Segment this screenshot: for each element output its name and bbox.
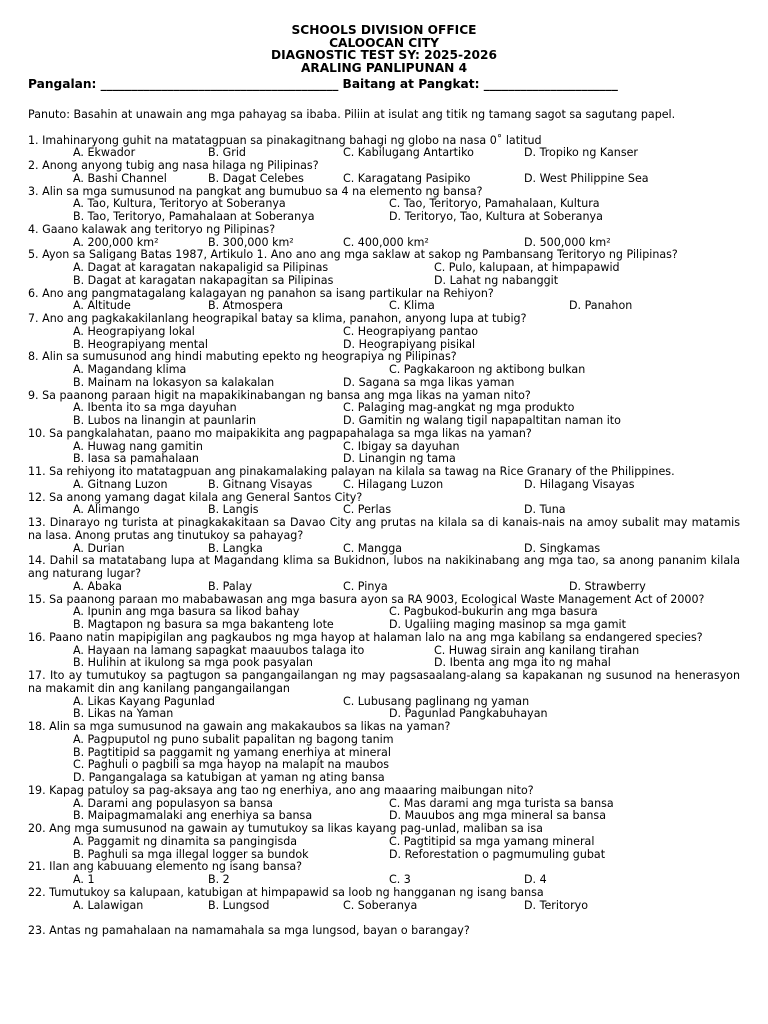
header-line-1: SCHOOLS DIVISION OFFICE xyxy=(291,23,477,37)
answer-option: A. Bashi Channel xyxy=(73,171,167,185)
answer-option: B. Langis xyxy=(208,503,259,517)
answer-option: C. Pinya xyxy=(343,579,388,593)
answer-option: B. 300,000 km² xyxy=(208,235,294,249)
answer-option: B. Atmospera xyxy=(208,299,284,313)
question-item xyxy=(28,249,740,287)
answer-option: D. Lahat ng nabanggit xyxy=(434,273,559,287)
answer-options-row xyxy=(28,147,740,160)
answer-options-row xyxy=(28,708,740,721)
answer-option: A. Altitude xyxy=(73,299,131,313)
question-text: 15. Sa paanong paraan mo mababawasan ang mga basura ayon sa RA 9003, Ecological Waste Management Act of 2000? xyxy=(28,592,705,606)
answer-option: B. Pagtitipid sa paggamit ng yamang enerhiya at mineral xyxy=(73,745,391,759)
answer-options-row xyxy=(28,173,740,186)
question-text: 19. Kapag patuloy sa pag-aksaya ang tao ng enerhiya, ano ang maaaring maibungan nito? xyxy=(28,783,534,797)
question-text: 20. Ang mga sumusunod na gawain ay tumutukoy sa likas kayang pag-unlad, maliban sa isa xyxy=(28,822,543,835)
question-text: 18. Alin sa mga sumusunod na gawain ang makakaubos sa likas na yaman? xyxy=(28,720,451,733)
answer-option: D. Tropiko ng Kanser xyxy=(524,146,638,160)
answer-options-row xyxy=(28,810,740,823)
answer-option: A. Ekwador xyxy=(73,146,136,160)
answer-option: A. Dagat at karagatan nakapaligid sa Pilipinas xyxy=(73,261,329,274)
answer-options-row xyxy=(28,415,740,428)
answer-option: D. Sagana sa mga likas yaman xyxy=(343,375,515,389)
answer-option: D. Teritoryo xyxy=(524,898,589,912)
question-item xyxy=(28,186,740,224)
answer-option: B. Lungsod xyxy=(208,898,270,912)
answer-option: C. Palaging mag-angkat ng mga produkto xyxy=(343,401,575,415)
question-list xyxy=(28,135,740,938)
answer-option: D. Pagunlad Pangkabuhayan xyxy=(389,707,548,721)
question-item xyxy=(28,823,740,861)
answer-option: D. Hilagang Visayas xyxy=(524,477,635,491)
question-item xyxy=(28,632,740,670)
answer-option: B. Gitnang Visayas xyxy=(208,477,313,491)
answer-option: D. 500,000 km² xyxy=(524,235,611,249)
answer-option: B. Dagat at karagatan nakapagitan sa Pilipinas xyxy=(73,273,334,287)
question-text: 10. Sa pangkalahatan, paano mo maipakikita ang pagpapahalaga sa mga likas na yaman? xyxy=(28,426,532,440)
question-text: 8. Alin sa sumusunod ang hindi mabuting epekto ng heograpiya ng Pilipinas? xyxy=(28,350,457,364)
answer-option: D. 4 xyxy=(524,873,547,886)
answer-option: A. Hayaan na lamang sapagkat maauubos talaga ito xyxy=(73,643,365,657)
answer-option: A. Ipunin ang mga basura sa likod bahay xyxy=(73,605,300,619)
answer-option: D. Gamitin ng walang tigil napapaltitan naman ito xyxy=(343,414,621,427)
answer-option: A. Durian xyxy=(73,541,125,555)
answer-option: D. Panahon xyxy=(569,299,633,313)
answer-option: D. Singkamas xyxy=(524,541,601,555)
answer-option: D. Teritoryo, Tao, Kultura at Soberanya xyxy=(389,210,603,223)
question-item xyxy=(28,313,740,351)
answer-options-row xyxy=(28,262,740,275)
answer-option: B. Grid xyxy=(208,146,246,160)
question-item xyxy=(28,670,740,721)
question-item xyxy=(28,390,740,428)
answer-options-row xyxy=(28,734,740,747)
answer-option: A. Gitnang Luzon xyxy=(73,477,168,491)
answer-option: A. 200,000 km² xyxy=(73,235,159,249)
question-text: 16. Paano natin mapipigilan ang pagkaubos ng mga hayop at halaman lalo na ang mga kabilang sa endangered species? xyxy=(28,630,703,644)
question-text: 13. Dinarayo ng turista at pinagkakakitaan sa Davao City ang prutas na kilala sa di kanais-nais na amoy subalit may matamis na lasa. Anong prutas ang tinutukoy sa pahayag? xyxy=(28,516,740,542)
answer-option: C. Karagatang Pasipiko xyxy=(343,171,471,185)
answer-options-row xyxy=(28,619,740,632)
answer-options-row xyxy=(28,543,740,556)
question-text: 23. Antas ng pamahalaan na namamahala sa mga lungsod, bayan o barangay? xyxy=(28,924,470,937)
answer-option: C. 400,000 km² xyxy=(343,235,429,249)
answer-options-row xyxy=(28,237,740,250)
instructions: Panuto: Basahin at unawain ang mga pahayag sa ibaba. Piliin at isulat ang titik ng tamang sagot sa sagutang papel. xyxy=(28,108,676,121)
header-line-4: ARALING PANLIPUNAN 4 xyxy=(300,60,468,75)
answer-option: C. Tao, Teritoryo, Pamahalaan, Kultura xyxy=(389,197,600,211)
answer-option: C. Soberanya xyxy=(343,898,418,912)
answer-options-row xyxy=(28,339,740,352)
answer-option: D. Heograpiyang pisikal xyxy=(343,337,476,351)
answer-option: A. Likas Kayang Pagunlad xyxy=(73,694,215,708)
answer-option: A. Paggamit ng dinamita sa pangingisda xyxy=(73,834,298,848)
answer-option: B. 2 xyxy=(208,873,230,886)
question-text: 9. Sa paanong paraan higit na mapakikinabangan ng bansa ang mga likas na yaman nito? xyxy=(28,388,531,402)
answer-option: A. Pagpuputol ng puno subalit papalitan ng bagong tanim xyxy=(73,732,394,746)
answer-option: A. Ibenta ito sa mga dayuhan xyxy=(73,401,237,415)
answer-options-row xyxy=(28,772,740,785)
answer-option: C. Klima xyxy=(389,299,435,313)
answer-option: D. Pangangalaga sa katubigan at yaman ng ating bansa xyxy=(73,771,385,784)
answer-option: B. Hulihin at ikulong sa mga pook pasyalan xyxy=(73,656,313,670)
answer-option: D. West Philippine Sea xyxy=(524,171,649,185)
question-text: 3. Alin sa mga sumusunod na pangkat ang bumubuo sa 4 na elemento ng bansa? xyxy=(28,184,483,198)
answer-options-row xyxy=(28,300,740,313)
answer-option: C. Mangga xyxy=(343,541,403,555)
question-item xyxy=(28,721,740,785)
answer-option: B. Magtapon ng basura sa mga bakanteng lote xyxy=(73,618,334,631)
answer-option: D. Strawberry xyxy=(569,579,646,593)
answer-options-row xyxy=(28,900,740,913)
answer-option: A. Huwag nang gamitin xyxy=(73,439,203,453)
answer-option: A. Darami ang populasyon sa bansa xyxy=(73,796,273,810)
answer-options-row xyxy=(28,836,740,849)
exam-body xyxy=(28,109,740,938)
answer-option: A. Lalawigan xyxy=(73,898,144,912)
answer-option: B. Maipagmamalaki ang enerhiya sa bansa xyxy=(73,809,313,823)
question-item xyxy=(28,594,740,632)
answer-options-row xyxy=(28,479,740,492)
answer-options-row xyxy=(28,657,740,670)
answer-option: D. Reforestation o pagmumuling gubat xyxy=(389,847,606,861)
answer-option: B. Palay xyxy=(208,579,253,593)
answer-options-row xyxy=(28,377,740,390)
answer-options-row xyxy=(28,581,740,594)
question-text: 12. Sa anong yamang dagat kilala ang General Santos City? xyxy=(28,490,363,504)
answer-option: C. Kabilugang Antartiko xyxy=(343,146,474,160)
question-item xyxy=(28,135,740,161)
answer-option: C. Pagtitipid sa mga yamang mineral xyxy=(389,834,595,848)
question-item xyxy=(28,517,740,555)
answer-option: B. Mainam na lokasyon sa kalakalan xyxy=(73,375,275,389)
name-and-section-row: Pangalan: _______________________________________ Baitang at Pangkat: ______________________ xyxy=(28,77,618,91)
answer-option: D. Ibenta ang mga ito ng mahal xyxy=(434,656,611,670)
answer-option: B. Lubos na linangin at paunlarin xyxy=(73,414,257,427)
question-item xyxy=(28,224,740,250)
question-text: 2. Anong anyong tubig ang nasa hilaga ng Pilipinas? xyxy=(28,159,319,172)
question-item xyxy=(28,555,740,593)
answer-option: C. Pagbukod-bukurin ang mga basura xyxy=(389,605,598,619)
question-text: 6. Ano ang pangmatagalang kalagayan ng panahon sa isang partikular na Rehiyon? xyxy=(28,286,494,300)
question-text: 14. Dahil sa matatabang lupa at Magandang klima sa Bukidnon, lubos na nakikinabang ang mga tao, sa anong pananim kilala ang naturang lugar? xyxy=(28,554,740,580)
question-item xyxy=(28,288,740,314)
answer-option: B. Dagat Celebes xyxy=(208,171,304,185)
question-item xyxy=(28,466,740,492)
question-text: 1. Imahinaryong guhit na matatagpuan sa pinakagitnang bahagi ng globo na nasa 0˚ latitud xyxy=(28,133,542,147)
answer-option: A. Tao, Kultura, Teritoryo at Soberanya xyxy=(73,197,286,211)
answer-option: C. Heograpiyang pantao xyxy=(343,324,479,338)
answer-option: B. Heograpiyang mental xyxy=(73,337,208,351)
answer-option: C. 3 xyxy=(389,873,411,886)
answer-option: A. Alimango xyxy=(73,503,140,517)
answer-option: D. Tuna xyxy=(524,503,566,517)
question-text: 21. Ilan ang kabuuang elemento ng isang bansa? xyxy=(28,860,303,874)
answer-option: C. Mas darami ang mga turista sa bansa xyxy=(389,796,614,810)
answer-options-row xyxy=(28,364,740,377)
question-item xyxy=(28,785,740,823)
answer-option: B. Likas na Yaman xyxy=(73,707,174,721)
answer-option: A. Magandang klima xyxy=(73,363,187,376)
question-text: 11. Sa rehiyong ito matatagpuan ang pinakamalaking palayan na kilala sa tawag na Rice Granary of the Philippines. xyxy=(28,465,675,478)
answer-option: C. Huwag sirain ang kanilang tirahan xyxy=(434,643,640,657)
question-text: 4. Gaano kalawak ang teritoryo ng Pilipinas? xyxy=(28,222,276,236)
question-text: 17. Ito ay tumutukoy sa pagtugon sa pangangailangan ng may pagsasaalang-alang sa kapakanan ng susunod na henerasyon na makamit din ang kanilang pangangailangan xyxy=(28,669,740,695)
answer-option: C. Ibigay sa dayuhan xyxy=(343,439,460,453)
answer-option: B. Iasa sa pamahalaan xyxy=(73,452,199,466)
answer-options-row xyxy=(28,874,740,887)
question-item xyxy=(28,351,740,389)
answer-option: D. Mauubos ang mga mineral sa bansa xyxy=(389,809,606,823)
answer-option: A. Abaka xyxy=(73,579,122,593)
answer-options-row xyxy=(28,211,740,224)
answer-option: B. Tao, Teritoryo, Pamahalaan at Soberanya xyxy=(73,210,315,223)
answer-option: C. Pagkakaroon ng aktibong bulkan xyxy=(389,363,586,376)
answer-option: D. Ugaliing maging masinop sa mga gamit xyxy=(389,618,626,631)
question-item xyxy=(28,887,740,913)
header-line-3: DIAGNOSTIC TEST SY: 2025-2026 xyxy=(271,48,497,63)
answer-option: A. Heograpiyang lokal xyxy=(73,324,195,338)
answer-options-row xyxy=(28,453,740,466)
answer-options-row xyxy=(28,326,740,339)
answer-option: C. Paghuli o pagbili sa mga hayop na malapit na maubos xyxy=(73,758,390,772)
answer-option: C. Pulo, kalupaan, at himpapawid xyxy=(434,261,620,274)
answer-option: D. Linangin ng tama xyxy=(343,452,456,466)
answer-option: C. Perlas xyxy=(343,503,392,517)
exam-header xyxy=(0,0,768,74)
question-item xyxy=(28,160,740,186)
question-item xyxy=(28,925,740,938)
header-line-2: CALOOCAN CITY xyxy=(329,35,439,50)
answer-option: B. Langka xyxy=(208,541,263,555)
answer-options-row xyxy=(28,849,740,862)
question-item xyxy=(28,861,740,887)
question-item xyxy=(28,492,740,518)
answer-options-row xyxy=(28,504,740,517)
answer-option: C. Hilagang Luzon xyxy=(343,477,444,491)
question-text: 22. Tumutukoy sa kalupaan, katubigan at himpapawid sa loob ng hangganan ng isang bansa xyxy=(28,885,544,899)
answer-option: C. Lubusang paglinang ng yaman xyxy=(343,694,530,708)
answer-option: A. 1 xyxy=(73,873,95,886)
question-text: 5. Ayon sa Saligang Batas 1987, Artikulo 1. Ano ano ang mga saklaw at sakop ng Pambansang Teritoryo ng Pilipinas? xyxy=(28,248,678,262)
answer-options-row xyxy=(28,275,740,288)
answer-option: B. Paghuli sa mga illegal logger sa bundok xyxy=(73,847,309,861)
question-item xyxy=(28,428,740,466)
question-text: 7. Ano ang pagkakakilanlang heograpikal batay sa klima, panahon, anyong lupa at tubig? xyxy=(28,312,527,325)
